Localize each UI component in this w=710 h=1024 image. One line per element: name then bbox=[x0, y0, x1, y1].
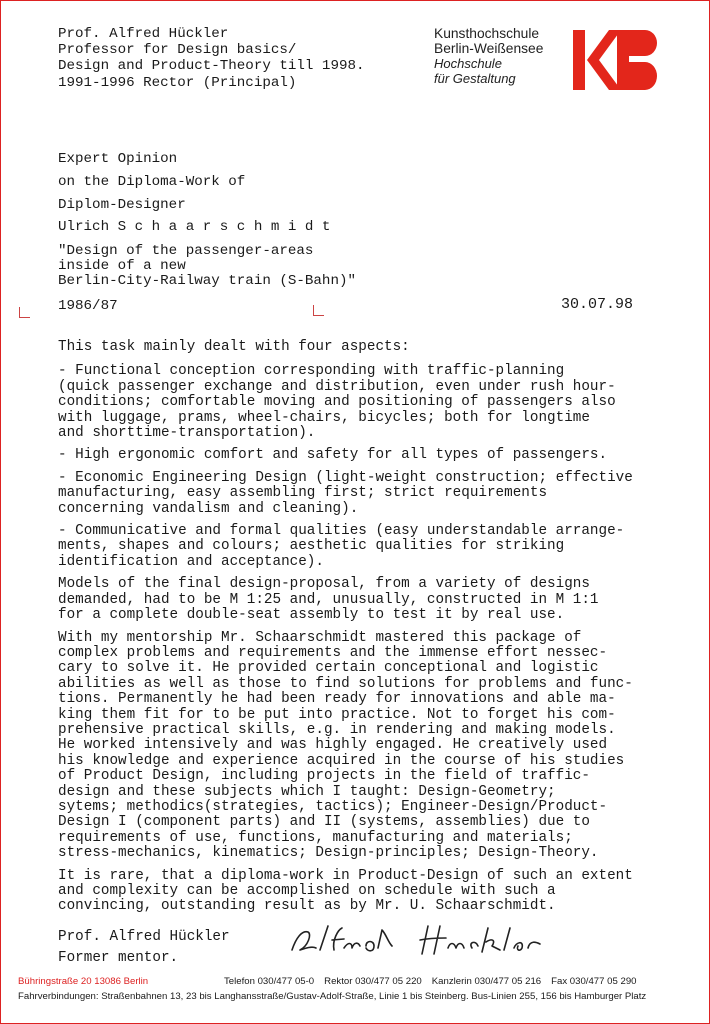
body-line: (quick passenger exchange and distribution, even under rush hour- bbox=[58, 378, 616, 395]
sender-line: Prof. Alfred Hückler bbox=[58, 26, 229, 42]
signatory-name: Prof. Alfred Hückler bbox=[58, 929, 230, 945]
school-subtitle: Hochschule bbox=[434, 56, 502, 71]
footer-contact-row bbox=[18, 974, 698, 989]
work-title-line: Berlin-City-Railway train (S-Bahn)" bbox=[58, 273, 356, 290]
subject-line: on the Diploma-Work of bbox=[58, 173, 246, 190]
body-line: demanded, had to be M 1:25 and, unusually, constructed in M 1:1 bbox=[58, 591, 599, 608]
body-line: conditions; comfortable moving and positioning of passengers also bbox=[58, 394, 616, 411]
body-line: design and these subjects which I taught: Design-Geometry; bbox=[58, 783, 556, 800]
body-line: identification and acceptance). bbox=[58, 553, 324, 570]
body-line: With my mentorship Mr. Schaarschmidt mastered this package of bbox=[58, 629, 582, 646]
student-name: Ulrich S c h a a r s c h m i d t bbox=[58, 219, 331, 236]
body-line: concerning vandalism and cleaning). bbox=[58, 500, 359, 517]
subject-heading: Expert Opinion bbox=[58, 151, 178, 167]
school-name-block bbox=[434, 26, 564, 86]
aspect-economic bbox=[58, 471, 633, 517]
body-line: and shorttime-transportation). bbox=[58, 425, 316, 442]
school-logo bbox=[573, 30, 657, 95]
footer-address: Bühringstraße 20 13086 Berlin bbox=[18, 976, 149, 987]
subject-line: Diplom-Designer bbox=[58, 196, 186, 213]
footer-transport: Fahrverbindungen: Straßenbahnen 13, 23 bis Langhansstraße/Gustav-Adolf-Straße, Linie 1 bis Steinberg. Bus-Linien 255, 156 bis Hamburger Platz bbox=[18, 991, 647, 1002]
body-line: stress-mechanics, kinematics; Design-principles; Design-Theory. bbox=[58, 845, 599, 862]
body-line: complex problems and requirements and the immense effort nessec- bbox=[58, 644, 608, 661]
school-location: Berlin-Weißensee bbox=[434, 41, 544, 56]
aspect-ergonomic bbox=[58, 448, 633, 463]
body-line: and complexity can be accomplished on schedule with such a bbox=[58, 883, 556, 899]
school-subtitle-2: für Gestaltung bbox=[434, 71, 516, 86]
body-line: cary to solve it. He provided certain conceptional and logistic bbox=[58, 660, 599, 677]
body-line: convincing, outstanding result as by Mr. U. Schaarschmidt. bbox=[58, 898, 556, 915]
work-title-line: "Design of the passenger-areas bbox=[58, 243, 314, 260]
body-line: - Economic Engineering Design (light-weight construction; effective bbox=[58, 469, 633, 486]
body-line: He worked intensively and was highly engaged. He creatively used bbox=[58, 737, 608, 754]
body-line: tions. Permanently he had been ready for innovations and able ma- bbox=[58, 691, 616, 708]
body-line: Models of the final design-proposal, from a variety of designs bbox=[58, 576, 590, 593]
body-line: with luggage, prams, wheel-chairs, bicycles; both for longtime bbox=[58, 409, 590, 426]
footer-phone: Telefon 030/477 05-0 bbox=[224, 976, 315, 987]
body-line: ments, shapes and colours; aesthetic qualities for striking bbox=[58, 538, 565, 555]
footer-fax: Fax 030/477 05 290 bbox=[551, 976, 637, 987]
letterhead-footer bbox=[18, 974, 698, 1004]
body-line: of Product Design, including projects in the field of traffic- bbox=[58, 768, 590, 785]
body-line: requirements of use, functions, manufacturing and materials; bbox=[58, 829, 573, 846]
body-line: king them fit for to be put into practice. Not to forget his com- bbox=[58, 706, 616, 723]
aspect-communicative bbox=[58, 524, 633, 570]
work-year: 1986/87 bbox=[58, 298, 118, 315]
body-line: manufacturing, easy assembling first; strict requirements bbox=[58, 485, 548, 502]
footer-rektor: Rektor 030/477 05 220 bbox=[324, 976, 422, 987]
letter-body bbox=[58, 340, 633, 915]
body-line: prehensive practical skills, e.g. in rendering and making models. bbox=[58, 721, 616, 738]
models-paragraph bbox=[58, 577, 633, 623]
body-line: for a complete double-seat assembly to test it by real use. bbox=[58, 607, 565, 624]
signatory-role: Former mentor. bbox=[58, 950, 179, 966]
body-line: his knowledge and experience acquired in the course of his studies bbox=[58, 752, 625, 769]
intro-line: This task mainly dealt with four aspects: bbox=[58, 339, 410, 355]
fold-mark bbox=[313, 305, 324, 316]
aspect-functional bbox=[58, 364, 633, 441]
footer-kanzlerin: Kanzlerin 030/477 05 216 bbox=[431, 976, 542, 987]
body-line: sytems; methodics(strategies, tactics); Engineer-Design/Product- bbox=[58, 798, 608, 815]
sender-line: 1991-1996 Rector (Principal) bbox=[58, 74, 297, 91]
body-line: - Communicative and formal qualities (easy understandable arrange- bbox=[58, 523, 625, 540]
mentorship-paragraph bbox=[58, 631, 633, 862]
body-line: abilities as well as those to find solutions for problems and func- bbox=[58, 675, 633, 692]
fold-mark bbox=[19, 307, 30, 318]
body-line: It is rare, that a diploma-work in Product-Design of such an extent bbox=[58, 867, 633, 884]
letter-date: 30.07.98 bbox=[561, 296, 634, 313]
body-line: - High ergonomic comfort and safety for all types of passengers. bbox=[58, 447, 608, 464]
handwritten-signature bbox=[282, 920, 552, 969]
conclusion-paragraph bbox=[58, 869, 633, 915]
sender-line: Design and Product-Theory till 1998. bbox=[58, 58, 365, 75]
body-line: Design I (component parts) and II (systems, assemblies) due to bbox=[58, 814, 590, 831]
sender-line: Professor for Design basics/ bbox=[58, 42, 297, 59]
sender-block bbox=[58, 26, 365, 91]
work-title-line: inside of a new bbox=[58, 258, 186, 275]
school-name: Kunsthochschule bbox=[434, 26, 540, 41]
body-line: - Functional conception corresponding with traffic-planning bbox=[58, 363, 565, 380]
subject-block bbox=[58, 148, 356, 318]
closing-block bbox=[58, 927, 230, 969]
